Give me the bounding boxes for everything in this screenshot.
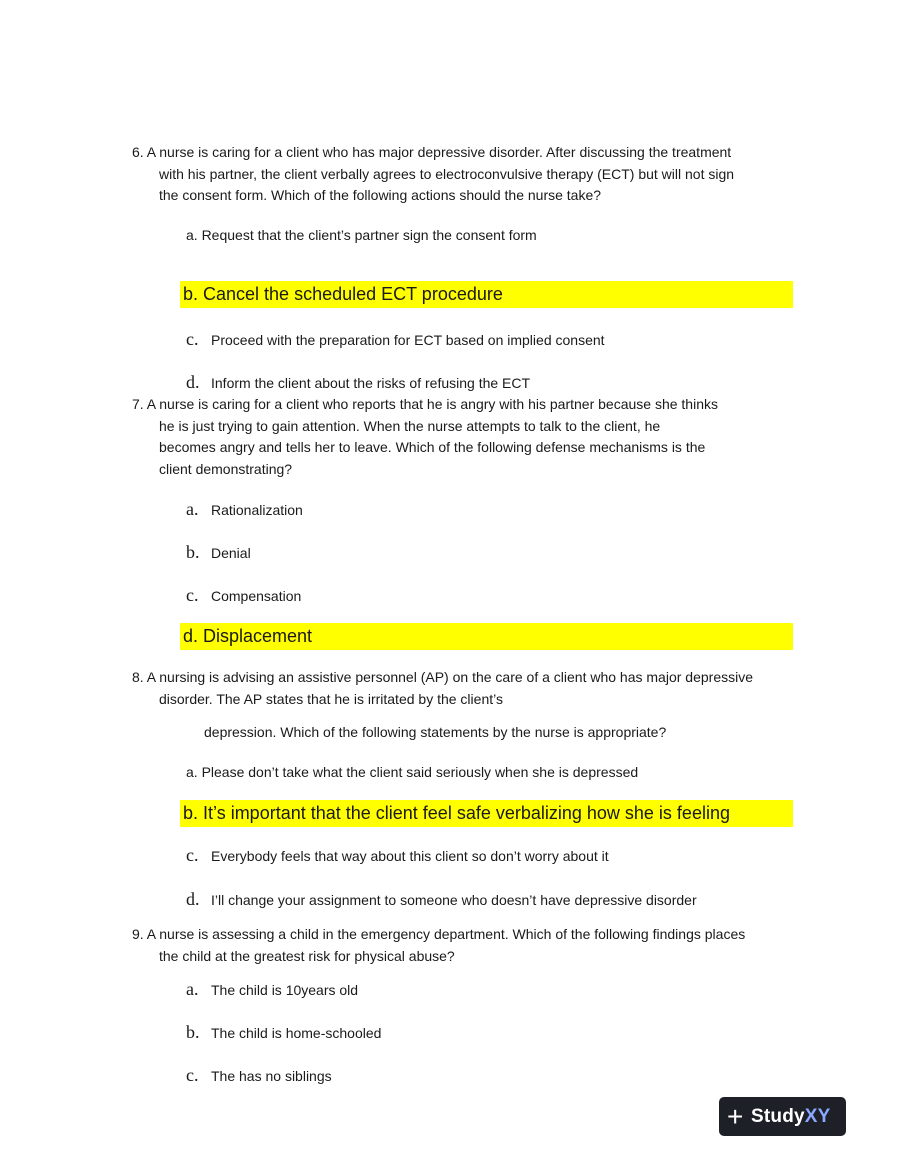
option-text: Compensation [211, 588, 302, 604]
question-7-stem-line-1: 7. A nurse is caring for a client who reports that he is angry with his partner because she thinks [132, 396, 718, 412]
question-6-option-b-highlighted: b. Cancel the scheduled ECT procedure [180, 281, 793, 308]
logo-word-accent: XY [804, 1105, 831, 1127]
option-marker: c. [186, 585, 199, 605]
question-6-stem-line-3: the consent form. Which of the following actions should the nurse take? [159, 187, 602, 203]
option-text: The child is home-schooled [211, 1025, 382, 1041]
studyxy-logo [719, 1097, 846, 1136]
question-7-stem-line-2: he is just trying to gain attention. When the nurse attempts to talk to the client, he [159, 417, 661, 434]
option-marker: c. [186, 1065, 199, 1085]
question-7-option-d-highlighted: d. Displacement [180, 623, 793, 650]
option-marker: b. [186, 1022, 200, 1042]
question-6-stem [132, 142, 792, 207]
option-text: Proceed with the preparation for ECT based on implied consent [211, 332, 605, 348]
question-9-option-a [186, 979, 358, 1000]
option-text: Rationalization [211, 502, 303, 518]
question-7-option-c [186, 585, 301, 606]
logo-word-main: Study [751, 1105, 805, 1127]
question-8-option-b-highlighted: b. It’s important that the client feel safe verbalizing how she is feeling [180, 800, 793, 827]
question-9-stem-line-1: 9. A nurse is assessing a child in the emergency department. Which of the following findings places [132, 926, 746, 942]
question-8-stem [132, 667, 792, 710]
question-7-stem [132, 394, 792, 480]
option-marker: a. [186, 979, 199, 999]
question-6-option-a: a. Request that the client’s partner sign the consent form [186, 227, 537, 243]
question-8-option-c [186, 845, 609, 866]
question-6-stem-line-2: with his partner, the client verbally agrees to electroconvulsive therapy (ECT) but will not sign [159, 165, 735, 182]
option-marker: b. [186, 542, 200, 562]
logo-wordmark [751, 1106, 831, 1128]
option-text: Denial [211, 545, 251, 561]
question-6-stem-line-1: 6. A nurse is caring for a client who has major depressive disorder. After discussing the treatment [132, 144, 732, 160]
question-7-option-a [186, 499, 303, 520]
question-7-stem-line-4: client demonstrating? [159, 460, 293, 477]
option-marker: c. [186, 845, 199, 865]
question-7-stem-line-3: becomes angry and tells her to leave. Which of the following defense mechanisms is the [159, 439, 706, 455]
question-9-stem-line-2: the child at the greatest risk for physical abuse? [159, 947, 455, 964]
question-8-option-d [186, 889, 697, 910]
question-7-option-b [186, 542, 251, 563]
question-8-stem-line-2: disorder. The AP states that he is irritated by the client’s [159, 690, 503, 707]
question-8-option-a: a. Please don’t take what the client said seriously when she is depressed [186, 764, 639, 780]
option-text: Inform the client about the risks of refusing the ECT [211, 375, 531, 391]
option-marker: a. [186, 499, 199, 519]
plus-icon: + [727, 1100, 744, 1132]
option-text: Everybody feels that way about this client so don’t worry about it [211, 848, 609, 864]
question-9-stem [132, 924, 792, 967]
question-8-stem-continued: depression. Which of the following statements by the nurse is appropriate? [204, 724, 667, 740]
option-marker: d. [186, 372, 200, 392]
question-6-option-d [186, 372, 530, 393]
option-text: The has no siblings [211, 1068, 332, 1084]
option-text: The child is 10years old [211, 982, 359, 998]
question-9-option-c [186, 1065, 332, 1086]
question-9-option-b [186, 1022, 381, 1043]
option-text: I’ll change your assignment to someone who doesn’t have depressive disorder [211, 892, 697, 908]
question-8-stem-line-1: 8. A nursing is advising an assistive personnel (AP) on the care of a client who has major depressive [132, 669, 753, 685]
option-marker: c. [186, 329, 199, 349]
option-marker: d. [186, 889, 200, 909]
question-6-option-c [186, 329, 605, 350]
